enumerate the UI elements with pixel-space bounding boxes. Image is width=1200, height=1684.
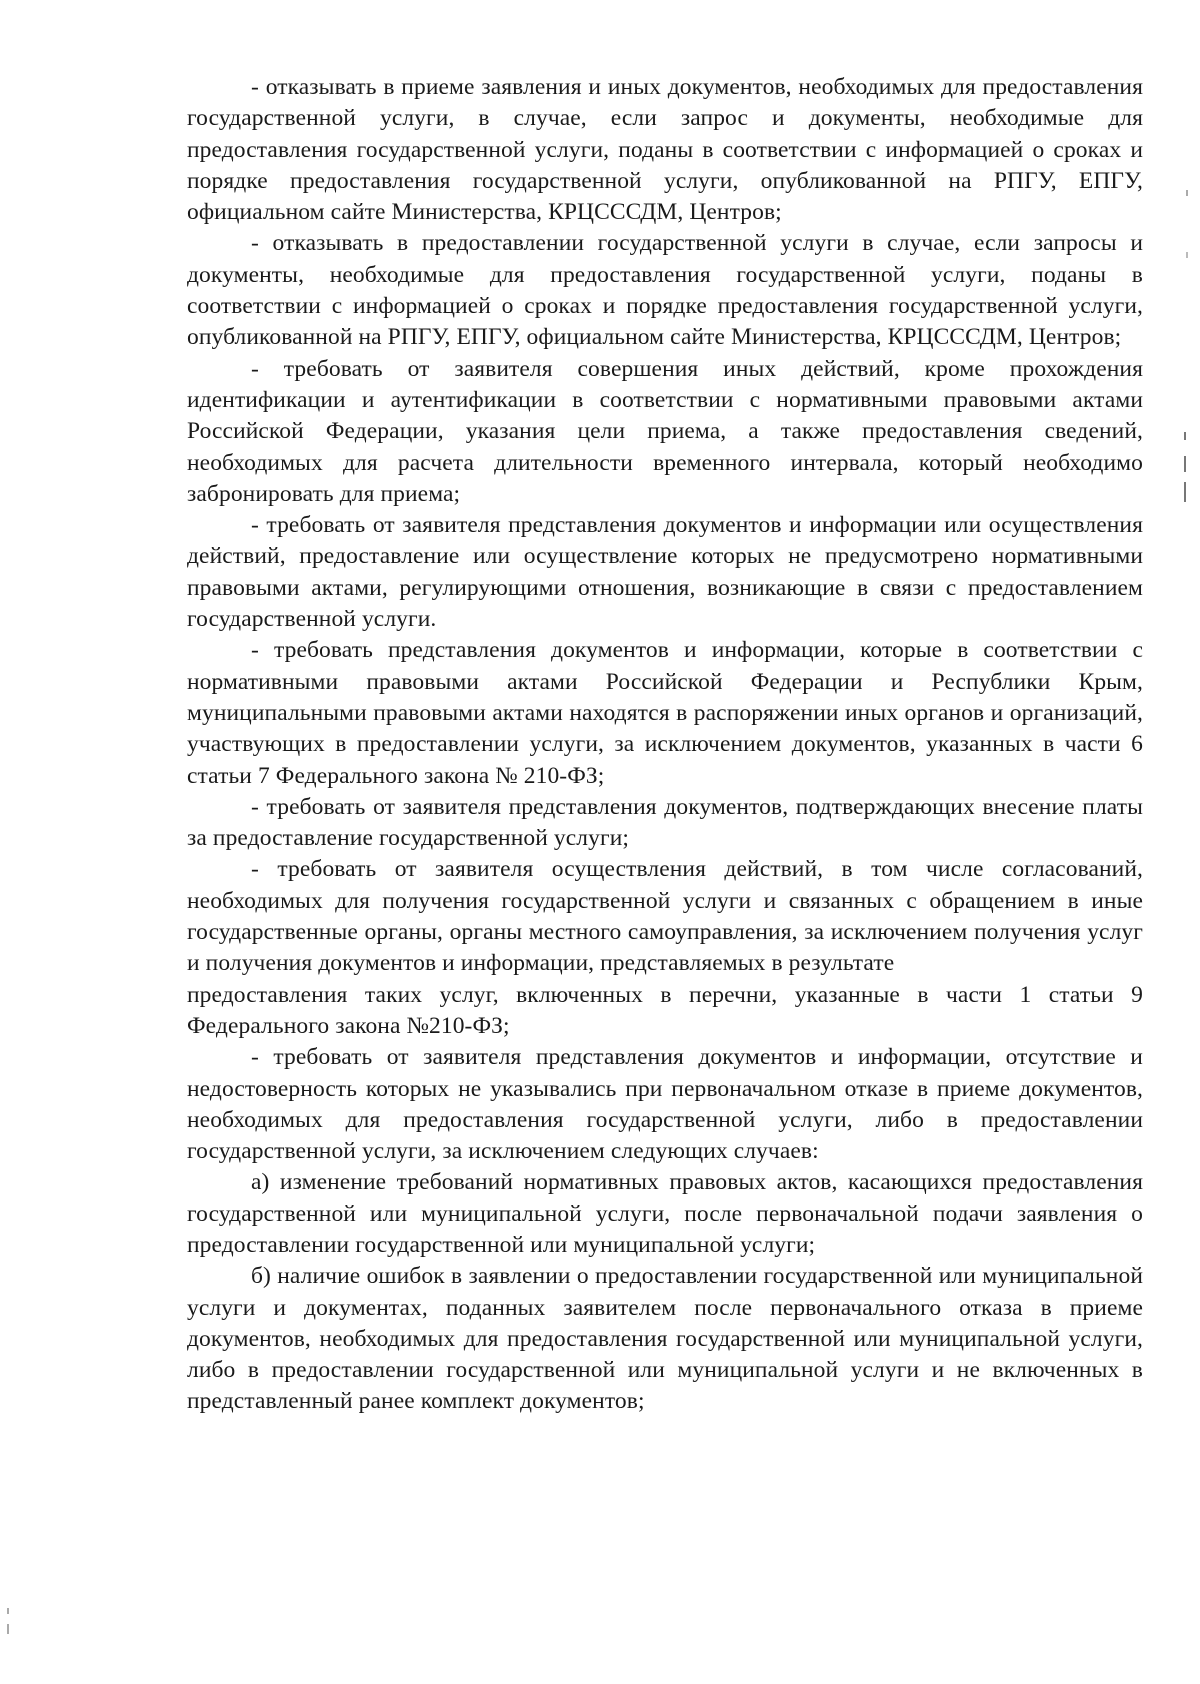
paragraph-identification: - требовать от заявителя совершения иных действий, кроме прохождения идентификации и аутентификации в соответствии с нормативными правовыми актами Российской Федерации, указания цели приема, а также предоставления сведений, необходимых для расчета длительности временного интервала, который необходимо забронировать для приема; [187, 355, 1143, 507]
scan-mark-right-4 [1184, 456, 1186, 472]
document-page [187, 72, 1143, 1418]
paragraph-approvals: - требовать от заявителя осуществления действий, в том числе согласований, необходимых для получения государственной услуги и связанных с обращением в иные государственные органы, органы местного самоуправления, за исключением получения услуг и получения документов и информации, представляемых в результате [187, 856, 1143, 977]
paragraph-other-bodies-documents: - требовать представления документов и информации, которые в соответствии с нормативными правовыми актами Российской Федерации и Республики Крым, муниципальными правовыми актами находятся в распоряжении иных органов и организаций, участвующих в предоставлении услуги, за исключением документов, указанных в части 6 статьи 7 Федерального закона № 210-ФЗ; [187, 637, 1143, 789]
scan-mark-right-5 [1184, 482, 1186, 502]
paragraph-refuse-service: - отказывать в предоставлении государственной услуги в случае, если запросы и документы, необходимые для предоставления государственной услуги, поданы в соответствии с информацией о сроках и порядке предоставления государственной услуги, опубликованной на РПГУ, ЕПГУ, официальном сайте Министерства, КРЦСССДМ, Центров; [187, 230, 1143, 351]
scan-mark-left-1 [7, 1608, 9, 1614]
paragraph-missing-documents: - требовать от заявителя представления документов и информации, отсутствие и недостоверность которых не указывались при первоначальном отказе в приеме документов, необходимых для предоставления государственной услуги, либо в предоставлении государственной услуги, за исключением следующих случаев: [187, 1044, 1143, 1165]
scan-mark-right-1 [1186, 190, 1188, 196]
scan-mark-right-3 [1184, 432, 1186, 440]
paragraph-case-b: б) наличие ошибок в заявлении о предоставлении государственной или муниципальной услуги и документах, поданных заявителем после первоначального отказа в приеме документов, необходимых для предоставления государственной или муниципальной услуги, либо в предоставлении государственной или муниципальной услуги и не включенных в представленный ранее комплект документов; [187, 1263, 1143, 1415]
scan-mark-right-2 [1186, 252, 1188, 258]
paragraph-approvals-continuation: предоставления таких услуг, включенных в перечни, указанные в части 1 статьи 9 Федерального закона №210-ФЗ; [187, 981, 1143, 1039]
paragraph-case-a: а) изменение требований нормативных правовых актов, касающихся предоставления государственной или муниципальной услуги, после первоначальной подачи заявления о предоставлении государственной или муниципальной услуги; [187, 1169, 1143, 1258]
paragraph-payment-documents: - требовать от заявителя представления документов, подтверждающих внесение платы за предоставление государственной услуги; [187, 793, 1143, 852]
paragraph-refuse-acceptance: - отказывать в приеме заявления и иных документов, необходимых для предоставления государственной услуги, в случае, если запрос и документы, необходимые для предоставления государственной услуги, поданы в соответствии с информацией о сроках и порядке предоставления государственной услуги, опубликованной на РПГУ, ЕПГУ, официальном сайте Министерства, КРЦСССДМ, Центров; [187, 74, 1143, 226]
scan-mark-left-2 [7, 1624, 9, 1634]
paragraph-unregulated-documents: - требовать от заявителя представления документов и информации или осуществления действий, предоставление или осуществление которых не предусмотрено нормативными правовыми актами, регулирующими отношения, возникающие в связи с предоставлением государственной услуги. [187, 512, 1143, 633]
